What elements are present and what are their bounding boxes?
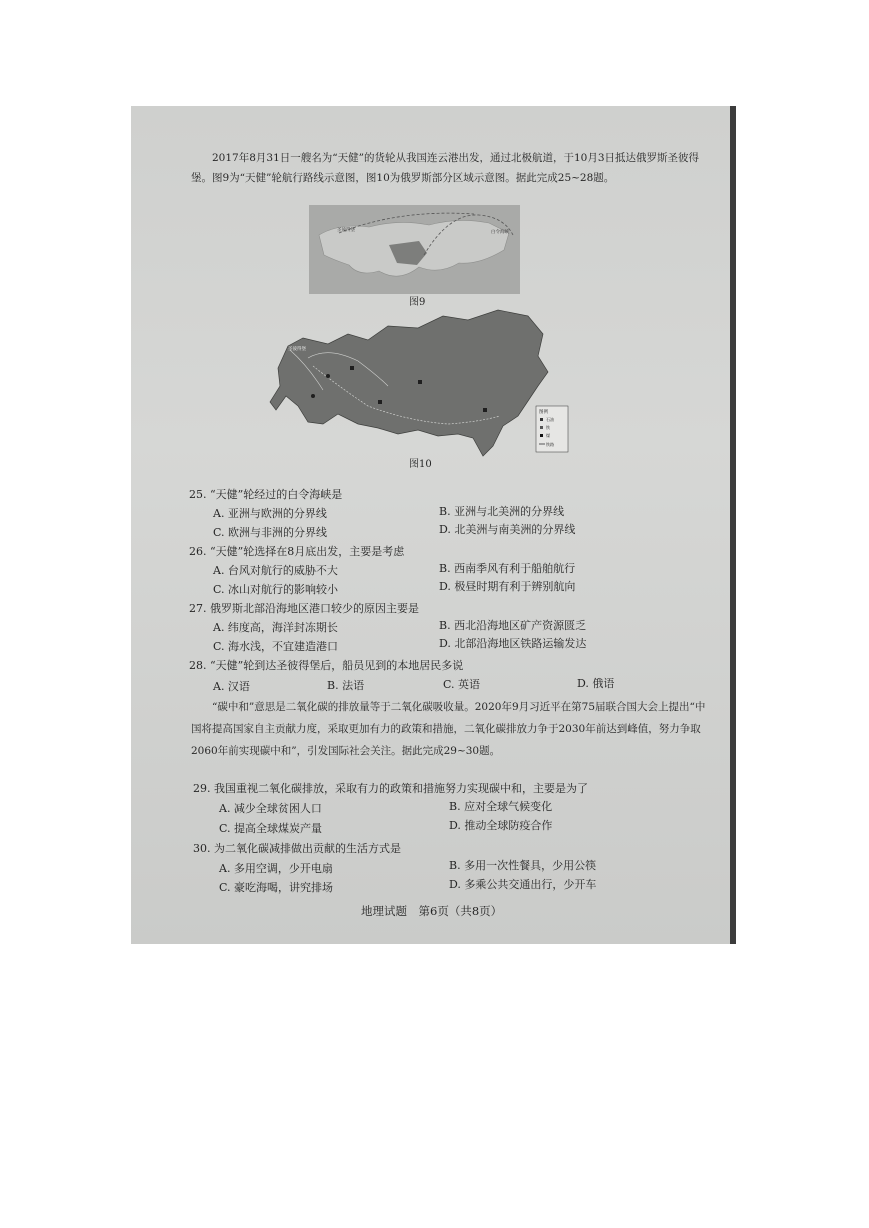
fig10-city-label: 圣彼得堡 xyxy=(288,347,306,352)
figure-10-caption: 图10 xyxy=(409,459,432,470)
q25-option-a: A. 亚洲与欧洲的分界线 xyxy=(213,507,327,520)
q26-option-a: A. 台风对航行的威胁不大 xyxy=(213,564,338,577)
q26-option-d: D. 极昼时期有利于辨别航向 xyxy=(439,580,576,593)
q29-option-c: C. 提高全球煤炭产量 xyxy=(219,822,323,835)
q29-option-d: D. 推动全球防疫合作 xyxy=(449,819,553,832)
q28-stem: 28. “天健”轮到达圣彼得堡后，船员见到的本地居民多说 xyxy=(189,659,464,672)
figure-10-russia-map xyxy=(268,306,570,464)
q27-stem: 27. 俄罗斯北部沿海地区港口较少的原因主要是 xyxy=(189,602,419,615)
q26-option-c: C. 冰山对航行的影响较小 xyxy=(213,583,339,596)
q25-stem: 25. “天健”轮经过的白令海峡是 xyxy=(189,488,343,501)
page-footer: 地理试题 第6页（共8页） xyxy=(361,904,503,918)
figure-9-caption: 图9 xyxy=(409,297,426,308)
figure-10-legend xyxy=(536,406,568,452)
q26-option-b: B. 西南季风有利于船舶航行 xyxy=(439,562,576,575)
q28-option-b: B. 法语 xyxy=(327,679,365,692)
q25-option-c: C. 欧洲与非洲的分界线 xyxy=(213,526,328,539)
intro-passage-2: “碳中和”意思是二氧化碳的排放量等于二氧化碳吸收量。2020年9月习近平在第75届联合国大会上提出“中国将提高国家自主贡献力度，采取更加有力的政策和措施，二氧化碳排放力争于2030年前达到峰值，努力争取2060年前实现碳中和”，引发国际社会关注。据此完成29~30题。 xyxy=(191,701,706,757)
figure-9-route-map xyxy=(309,205,520,294)
q30-option-a: A. 多用空调，少开电扇 xyxy=(219,862,333,875)
q27-option-d: D. 北部沿海地区铁路运输发达 xyxy=(439,637,587,650)
intro-passage-1: 2017年8月31日一艘名为“天健”的货轮从我国连云港出发，通过北极航道，于10月3日抵达俄罗斯圣彼得堡。图9为“天健”轮航行路线示意图，图10为俄罗斯部分区域示意图。据此完成25~28题。 xyxy=(191,152,700,184)
q30-option-d: D. 多乘公共交通出行，少开车 xyxy=(449,878,597,891)
fig9-label-left: 圣彼得堡 xyxy=(337,228,355,233)
legend-title: 图例 xyxy=(539,410,548,415)
fig9-label-right: 白令海峡 xyxy=(491,230,509,235)
q27-option-b: B. 西北沿海地区矿产资源匮乏 xyxy=(439,619,587,632)
q25-option-d: D. 北美洲与南美洲的分界线 xyxy=(439,523,576,536)
exam-page-photo xyxy=(131,106,736,944)
q30-stem: 30. 为二氧化碳减排做出贡献的生活方式是 xyxy=(193,842,401,855)
legend-item-oil: 石油 xyxy=(546,417,554,422)
q28-option-c: C. 英语 xyxy=(443,678,481,691)
q28-option-a: A. 汉语 xyxy=(213,680,250,693)
legend-item-iron: 铁 xyxy=(546,425,550,430)
q29-option-b: B. 应对全球气候变化 xyxy=(449,800,553,813)
q27-option-a: A. 纬度高，海洋封冻期长 xyxy=(213,621,338,634)
legend-item-coal: 煤 xyxy=(546,433,550,438)
q30-option-c: C. 豪吃海喝，讲究排场 xyxy=(219,881,334,894)
q28-option-d: D. 俄语 xyxy=(577,677,615,690)
q26-stem: 26. “天健”轮选择在8月底出发，主要是考虑 xyxy=(189,545,405,558)
q25-option-b: B. 亚洲与北美洲的分界线 xyxy=(439,505,565,518)
q29-stem: 29. 我国重视二氧化碳排放，采取有力的政策和措施努力实现碳中和，主要是为了 xyxy=(193,782,588,795)
q29-option-a: A. 减少全球贫困人口 xyxy=(219,802,322,815)
q30-option-b: B. 多用一次性餐具，少用公筷 xyxy=(449,859,597,872)
legend-item-railway: 铁路 xyxy=(546,442,554,447)
q27-option-c: C. 海水浅，不宜建造港口 xyxy=(213,640,339,653)
page-edge-shadow xyxy=(730,106,736,944)
